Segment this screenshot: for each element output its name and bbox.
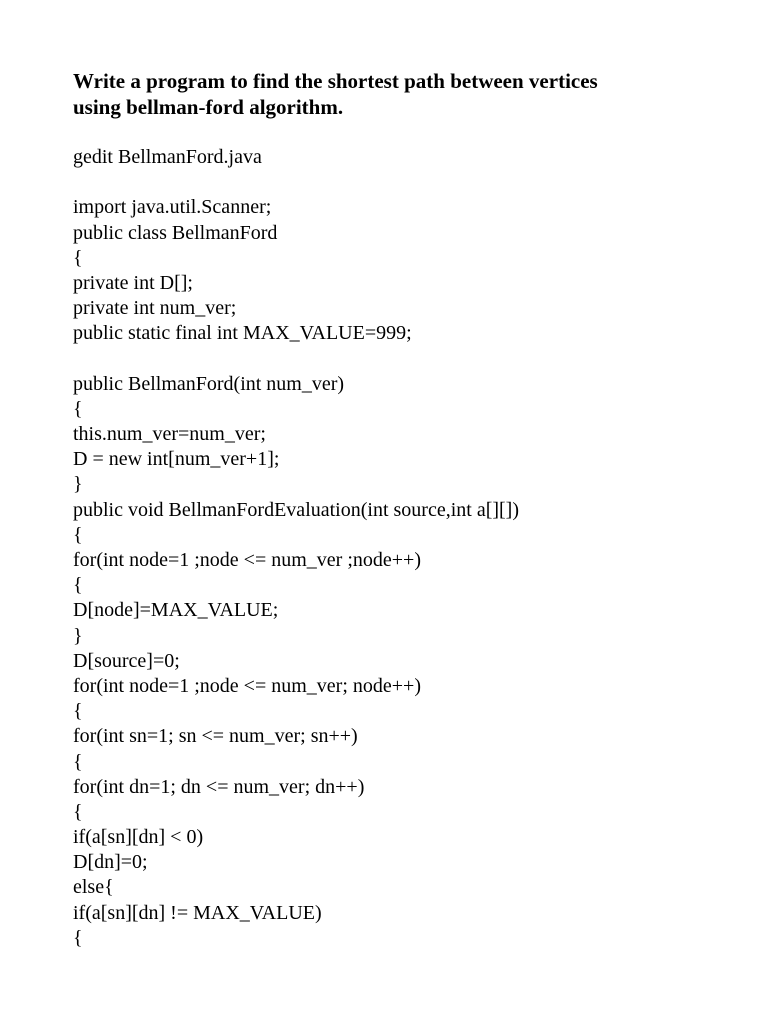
code-listing xyxy=(73,145,733,951)
heading-line-1: Write a program to find the shortest path between vertices xyxy=(73,69,598,93)
code-line: { xyxy=(73,246,83,269)
code-line: } xyxy=(73,473,83,496)
code-line: public static final int MAX_VALUE=999; xyxy=(73,322,412,345)
code-line: if(a[sn][dn] < 0) xyxy=(73,826,204,849)
code-line: else{ xyxy=(73,876,114,899)
code-line: D[source]=0; xyxy=(73,649,180,672)
code-line: public class BellmanFord xyxy=(73,221,278,244)
code-line: private int D[]; xyxy=(73,271,193,294)
code-line: { xyxy=(73,574,83,597)
code-line: import java.util.Scanner; xyxy=(73,196,272,219)
code-line: private int num_ver; xyxy=(73,297,237,320)
code-line: D = new int[num_ver+1]; xyxy=(73,448,280,471)
code-line: D[node]=MAX_VALUE; xyxy=(73,599,279,622)
code-line: for(int node=1 ;node <= num_ver ;node++) xyxy=(73,549,421,571)
code-line: gedit BellmanFord.java xyxy=(73,146,262,168)
code-line: for(int sn=1; sn <= num_ver; sn++) xyxy=(73,725,358,748)
code-line: if(a[sn][dn] != MAX_VALUE) xyxy=(73,901,322,924)
code-line xyxy=(73,347,733,372)
code-line: { xyxy=(73,800,83,823)
code-line: for(int node=1 ;node <= num_ver; node++) xyxy=(73,674,421,697)
heading-line-2: using bellman-ford algorithm. xyxy=(73,95,344,119)
code-line: { xyxy=(73,926,83,949)
code-line: public void BellmanFordEvaluation(int source,int a[][]) xyxy=(73,498,519,521)
code-line xyxy=(73,170,733,195)
code-line: public BellmanFord(int num_ver) xyxy=(73,372,345,395)
code-line: D[dn]=0; xyxy=(73,851,148,874)
code-line: { xyxy=(73,700,83,723)
code-line: } xyxy=(73,624,83,647)
document-heading xyxy=(73,68,713,120)
code-line: { xyxy=(73,750,83,773)
code-line: for(int dn=1; dn <= num_ver; dn++) xyxy=(73,775,365,798)
code-line: { xyxy=(73,397,83,420)
code-line: { xyxy=(73,523,83,546)
code-line: this.num_ver=num_ver; xyxy=(73,423,266,446)
